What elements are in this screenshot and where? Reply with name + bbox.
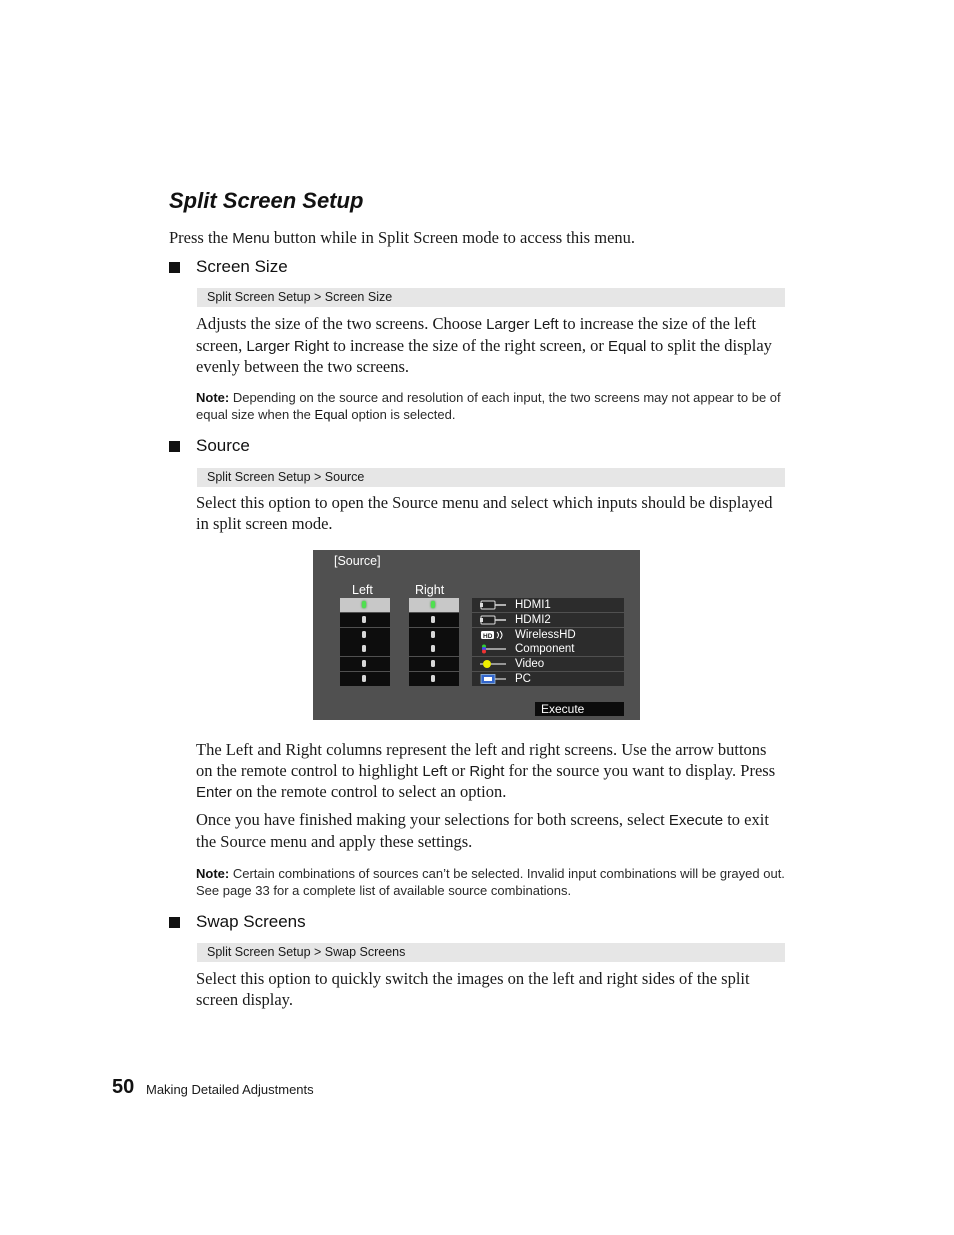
source-item-label: Video — [515, 658, 545, 671]
video-icon — [480, 659, 506, 669]
right-checkbox[interactable] — [409, 613, 459, 627]
footer-chapter-label: Making Detailed Adjustments — [146, 1082, 314, 1097]
component-icon — [480, 644, 506, 654]
execute-button[interactable]: Execute — [535, 702, 624, 716]
right-column-header: Right — [415, 583, 445, 597]
source-list — [472, 598, 624, 687]
left-checkbox[interactable] — [340, 672, 390, 686]
source-item-label: HDMI2 — [515, 613, 551, 626]
left-checkbox[interactable] — [340, 628, 390, 642]
screen-size-note: Note: Depending on the source and resolution of each input, the two screens may not appear to be of equal size when the Equal option is selected. — [196, 390, 781, 422]
unselected-indicator-icon — [362, 675, 366, 682]
screen-size-path: Split Screen Setup > Screen Size — [197, 288, 785, 307]
source-item[interactable] — [472, 642, 624, 656]
screen-size-paragraph: Adjusts the size of the two screens. Choose Larger Left to increase the size of the left screen, Larger Right to increase the size of the right screen, or Equal to split the display evenly between the two screens. — [196, 314, 772, 376]
right-column — [409, 598, 459, 687]
source-item-label: HDMI1 — [515, 599, 551, 611]
intro-paragraph: Press the Menu button while in Split Screen mode to access this menu. — [169, 228, 636, 247]
source-item[interactable] — [472, 628, 624, 642]
wireless-hd-icon — [480, 630, 506, 640]
swap-screens-heading: Swap Screens — [169, 912, 306, 932]
pc-icon — [480, 674, 506, 684]
swap-screens-paragraph: Select this option to quickly switch the images on the left and right sides of the split screen display. — [196, 969, 750, 1009]
bullet-square-icon — [169, 917, 180, 928]
selected-indicator-icon — [362, 601, 366, 608]
page-number: 50 — [112, 1076, 135, 1098]
left-checkbox[interactable] — [340, 613, 390, 627]
unselected-indicator-icon — [431, 645, 435, 652]
source-item[interactable] — [472, 672, 624, 686]
columns-paragraph: The Left and Right columns represent the left and right screens. Use the arrow buttons on the remote control to highlight Left or Right for the source you want to display. Press Enter on the remote control to select an option. — [196, 740, 776, 801]
left-column-header: Left — [352, 583, 373, 597]
source-menu-screenshot — [313, 550, 640, 720]
source-path: Split Screen Setup > Source — [197, 468, 785, 487]
source-item[interactable] — [472, 657, 624, 671]
right-checkbox[interactable] — [409, 628, 459, 642]
left-column — [340, 598, 390, 687]
source-menu-title: [Source] — [334, 554, 381, 568]
unselected-indicator-icon — [362, 645, 366, 652]
hdmi-icon — [480, 600, 506, 610]
source-item[interactable] — [472, 613, 624, 627]
unselected-indicator-icon — [431, 660, 435, 667]
unselected-indicator-icon — [431, 616, 435, 623]
source-heading: Source — [169, 436, 250, 456]
source-paragraph: Select this option to open the Source menu and select which inputs should be displayed in split screen mode. — [196, 493, 773, 533]
right-checkbox[interactable] — [409, 672, 459, 686]
unselected-indicator-icon — [362, 660, 366, 667]
left-checkbox[interactable] — [340, 657, 390, 671]
source-item-label: PC — [515, 672, 531, 685]
swap-screens-path: Split Screen Setup > Swap Screens — [197, 943, 785, 962]
execute-paragraph: Once you have finished making your selections for both screens, select Execute to exit the Source menu and apply these settings. — [196, 810, 769, 851]
source-item-label: Component — [515, 643, 575, 656]
left-checkbox[interactable] — [340, 598, 390, 612]
source-item-label: WirelessHD — [515, 628, 576, 641]
menu-key: Menu — [232, 230, 270, 247]
selected-indicator-icon — [431, 601, 435, 608]
left-checkbox[interactable] — [340, 642, 390, 656]
unselected-indicator-icon — [362, 631, 366, 638]
unselected-indicator-icon — [362, 616, 366, 623]
unselected-indicator-icon — [431, 631, 435, 638]
page-title: Split Screen Setup — [169, 188, 364, 213]
screen-size-heading: Screen Size — [169, 257, 288, 277]
right-checkbox[interactable] — [409, 642, 459, 656]
source-item[interactable] — [472, 598, 624, 612]
right-checkbox[interactable] — [409, 598, 459, 612]
svg-text:HD: HD — [483, 632, 493, 640]
bullet-square-icon — [169, 262, 180, 273]
source-note: Note: Certain combinations of sources can’t be selected. Invalid input combinations will be grayed out. See page 33 for a complete list of available source combinations. — [196, 866, 785, 898]
unselected-indicator-icon — [431, 675, 435, 682]
hdmi-icon — [480, 615, 506, 625]
bullet-square-icon — [169, 441, 180, 452]
right-checkbox[interactable] — [409, 657, 459, 671]
